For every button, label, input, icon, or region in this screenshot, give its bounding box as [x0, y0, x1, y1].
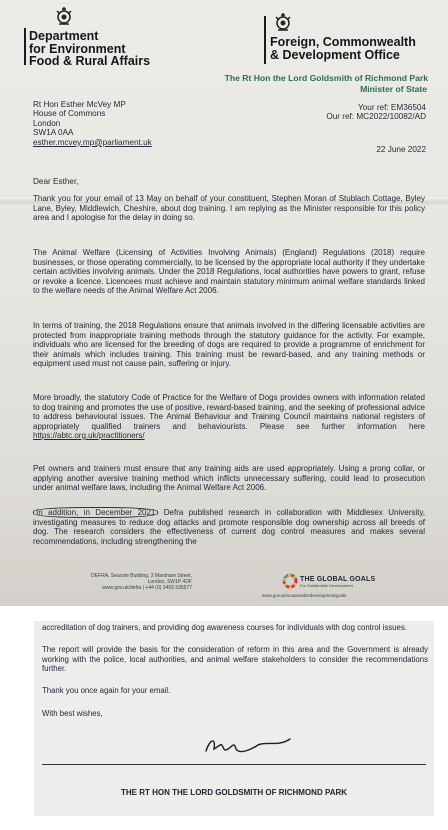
recipient-city: London — [33, 118, 61, 128]
fcdo-line-2: & Development Office — [270, 48, 400, 62]
global-goals-url: www.gov.uk/sustainabledevelopmentgoals — [262, 593, 347, 598]
fcdo-rule — [264, 16, 266, 64]
footer-address-line-2: London, SW1P 4DF — [147, 579, 192, 585]
fcdo-name — [270, 36, 416, 62]
minister-name: The Rt Hon the Lord Goldsmith of Richmond Park — [224, 73, 428, 83]
signature-icon — [200, 727, 296, 759]
footer-address-line-1: DEFRA, Seacole Building, 2 Marsham Street, — [91, 573, 192, 579]
global-goals-logo — [300, 576, 375, 588]
defra-rule — [24, 28, 26, 65]
abtc-link[interactable]: https://abtc.org.uk/practitioners/ — [33, 431, 145, 440]
recipient-email-link[interactable]: esther.mcvey.mp@parliament.uk — [33, 137, 152, 147]
paragraph-3: In terms of training, the 2018 Regulations ensure that animals involved in the differing licensable activities are protected from inappropriate training methods through the statutory guidance for the activity. For example, individuals who are licensed for the breeding of dogs are required to provide a programme of enrichment for their animals which includes training. This training must be reward-based, and any training methods or equipment used must not cause pain, suffering or injury. — [33, 321, 425, 368]
page2-paragraph-2: The report will provide the basis for the consideration of reform in this area and the Government is already working with the police, local authorities, and animal welfare stakeholders to consider the recommendations further. — [42, 645, 428, 673]
signature-rule — [42, 764, 426, 765]
paragraph-4-text: More broadly, the statutory Code of Practice for the Welfare of Dogs provides owners with information related to dog training and promotes the use of positive, reward-based training, and the seeking of professional advice to address behavioural issues. The Animal Behaviour and Training Council maintains national registers of appropriately qualified trainers and behaviourists. Please see further information here — [33, 393, 425, 431]
recipient-org: House of Commons — [33, 109, 106, 119]
recipient-address — [33, 100, 152, 147]
fcdo-line-1: Foreign, Commonwealth — [270, 35, 416, 49]
page2-paragraph-1: accreditation of dog trainers, and providing dog awareness courses for individuals with dog control issues. — [42, 623, 407, 632]
fcdo-crest-icon — [272, 11, 294, 33]
your-ref: Your ref: EM36504 — [358, 103, 426, 112]
signatory-name: THE RT HON THE LORD GOLDSMITH OF RICHMOND PARK — [120, 788, 348, 797]
defra-line-1: Department — [29, 29, 99, 43]
defra-line-3: Food & Rural Affairs — [29, 54, 151, 68]
minister-role: Minister of State — [360, 84, 427, 94]
defra-name — [29, 30, 150, 68]
defra-line-2: for Environment — [29, 41, 126, 56]
paragraph-4 — [33, 393, 425, 441]
footer-address-line-3: www.gov.uk/defra | +44 (0) 3459 335577 — [102, 585, 192, 591]
global-goals-subtitle: For Sustainable Development — [300, 583, 353, 588]
letter-date: 22 June 2022 — [376, 145, 426, 154]
global-goals-wheel-icon — [282, 573, 298, 589]
letter-page-2 — [34, 621, 434, 816]
paragraph-6 — [33, 508, 425, 546]
paragraph-5: Pet owners and trainers must ensure that any training aids are used appropriately. Using a prong collar, or applying another aversive training method which inflicts unnecessary suffering, could lead to prosecution under animal welfare laws, including the Animal Welfare Act 2006. — [33, 464, 425, 492]
royal-crest-icon — [53, 5, 75, 27]
footer-address — [40, 573, 192, 591]
salutation: Dear Esther, — [33, 177, 79, 186]
our-ref: Our ref: MC2022/10082/AD — [326, 112, 426, 122]
page2-paragraph-3: Thank you once again for your email. — [42, 686, 171, 695]
recipient-postcode: SW1A 0AA — [33, 128, 74, 138]
paragraph-6-text: Defra published research in collaboration with Middlesex University, investigating measures to reduce dog attacks and promote responsible dog ownership across all breeds of dog. The research considers the effectiveness of current dog control measures and makes several recommendations, including strengthening the — [33, 508, 425, 546]
closing: With best wishes, — [42, 709, 103, 718]
paragraph-1: Thank you for your email of 13 May on behalf of your constituent, Stephen Moran of Stublach Cottage, Byley Lane, Byley, Middlewich, Cheshire, about dog training. I am replying as the Minister responsible for this policy area and I apologise for the delay in doing so. — [33, 194, 425, 222]
references — [326, 103, 426, 122]
circled-date-highlight: In addition, in December 2021 — [33, 507, 158, 518]
paragraph-2: The Animal Welfare (Licensing of Activities Involving Animals) (England) Regulations (2018) require businesses, or those operating commercially, to be licensed by the appropriate local authority if they undertake certain activities involving animals. Under the 2018 Regulations, local authorities have powers to grant, refuse or revoke a licence. Licencees must achieve and maintain statutory minimum animal welfare standards linked to the welfare needs of the Animal Welfare Act 2006. — [33, 248, 425, 295]
recipient-name: Rt Hon Esther McVey MP — [33, 100, 126, 109]
global-goals-title: THE GLOBAL GOALS — [300, 576, 376, 583]
